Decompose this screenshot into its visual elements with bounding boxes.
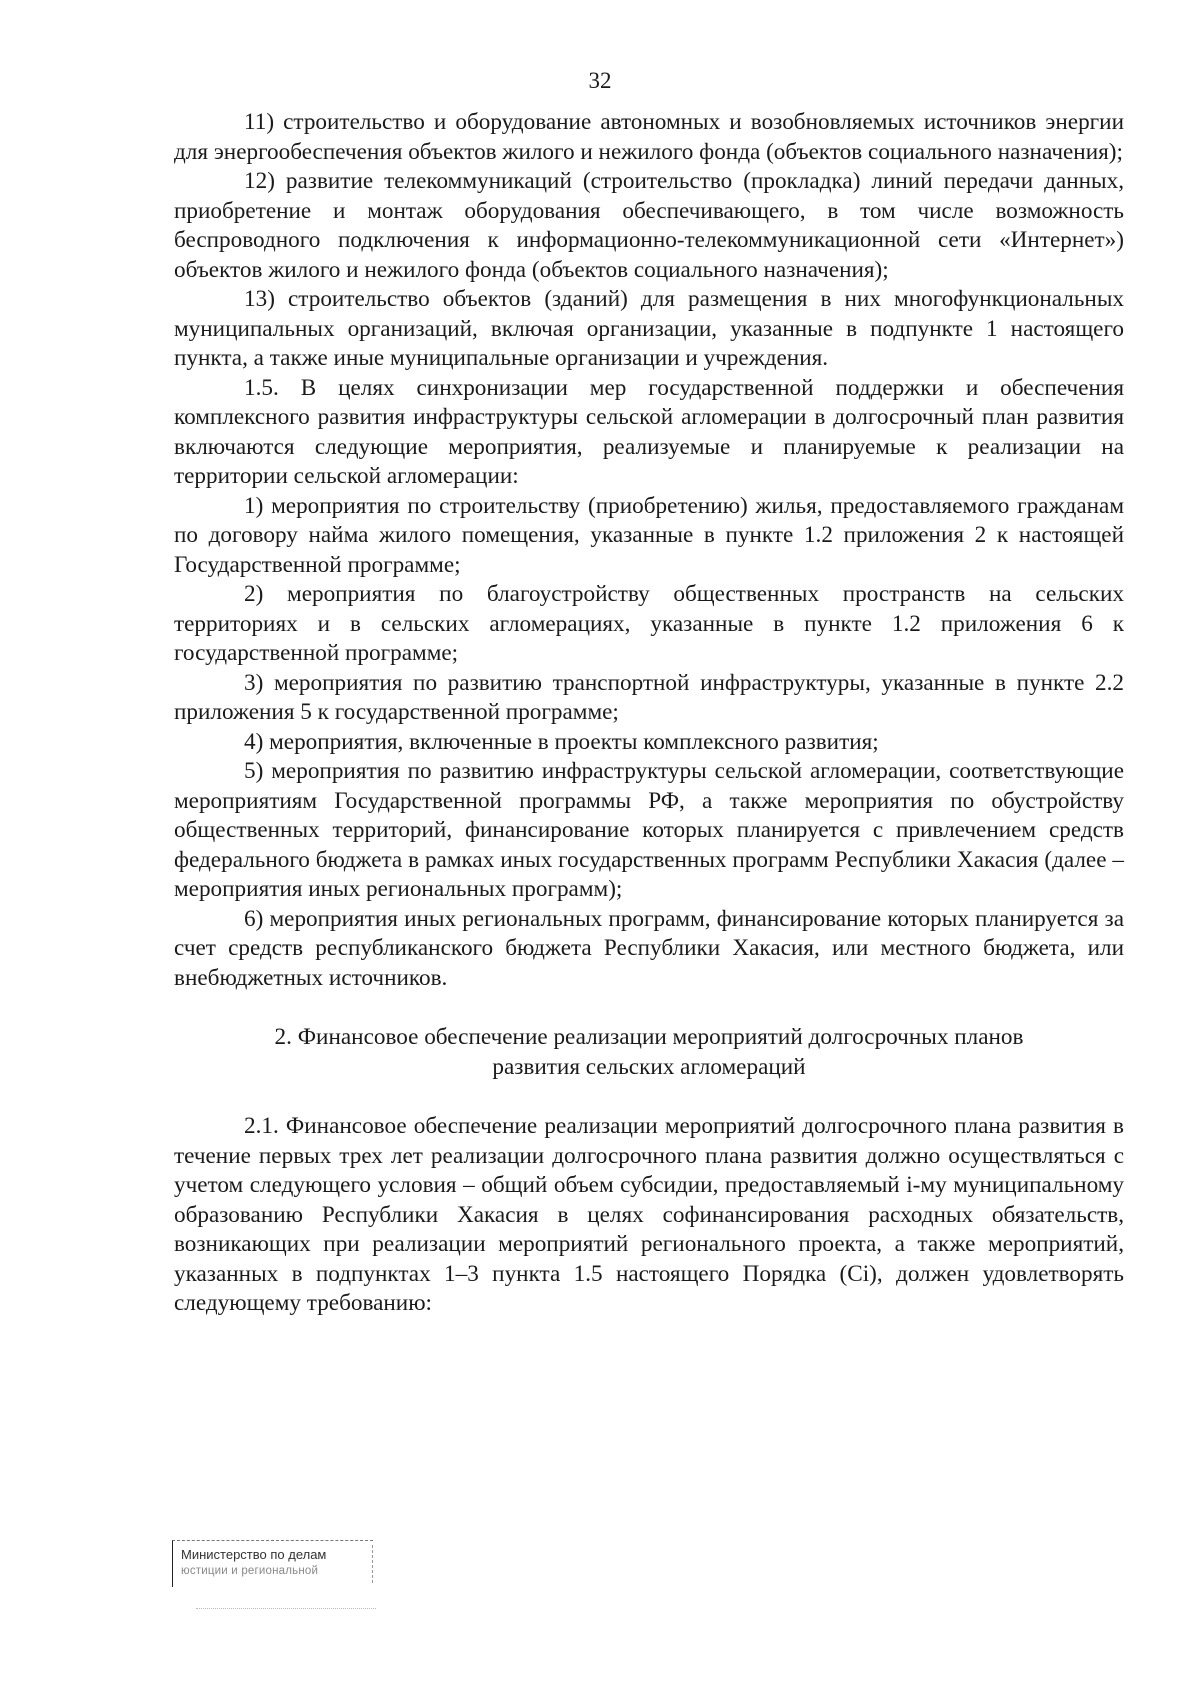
paragraph-clause-2-1: 2.1. Финансовое обеспечение реализации мероприятий долгосрочного плана развития в течение первых трех лет реализации долгосрочного плана развития должно осуществляться с учетом следующего условия – общий объем субсидии, предоставляемый i-му муниципальному образованию Республики Хакасия в целях софинансирования расходных обязательств, возникающих при реализации мероприятий регионального проекта, а также мероприятий, указанных в подпунктах 1–3 пункта 1.5 настоящего Порядка (Ci), должен удовлетворять следующему требованию: (174, 1113, 1124, 1316)
stamp-line-2: юстиции и региональной (181, 1565, 319, 1577)
paragraph-subitem-4: 4) мероприятия, включенные в проекты комплексного развития; (244, 728, 879, 755)
paragraph-item-12: 12) развитие телекоммуникаций (строительство (прокладка) линий передачи данных, приобретение и монтаж оборудования обеспечивающего, в том числе возможность беспроводного подключения к информационно-телекоммуникационной сети «Интернет») объектов жилого и нежилого фонда (объектов социального назначения); (174, 168, 1124, 283)
paragraph-clause-1-5: 1.5. В целях синхронизации мер государственной поддержки и обеспечения комплексного развития инфраструктуры сельской агломерации в долгосрочный план развития включаются следующие мероприятия, реализуемые и планируемые к реализации на территории сельской агломерации: (174, 374, 1124, 489)
paragraph-subitem-2: 2) мероприятия по благоустройству общественных пространств на сельских территориях и в сельских агломерациях, указанные в пункте 1.2 приложения 6 к государственной программе; (174, 581, 1124, 666)
paragraph-item-11: 11) строительство и оборудование автономных и возобновляемых источников энергии для энергообеспечения объектов жилого и нежилого фонда (объектов социального назначения); (174, 109, 1124, 165)
section-heading-line-1: 2. Финансовое обеспечение реализации мероприятий долгосрочных планов (274, 1024, 1024, 1050)
paragraph-subitem-3: 3) мероприятия по развитию транспортной инфраструктуры, указанные в пункте 2.2 приложения 5 к государственной программе; (174, 669, 1124, 725)
page-number: 32 (588, 68, 612, 93)
document-body (174, 108, 1124, 1319)
paragraph-item-13: 13) строительство объектов (зданий) для размещения в них многофункциональных муниципальных организаций, включая организации, указанные в подпункте 1 настоящего пункта, а также иные муниципальные организации и учреждения. (174, 286, 1124, 371)
stamp-bottom-border (196, 1608, 376, 1609)
registration-stamp (172, 1540, 373, 1587)
paragraph-subitem-6: 6) мероприятия иных региональных программ, финансирование которых планируется за счет средств республиканского бюджета Республики Хакасия, или местного бюджета, или внебюджетных источников. (174, 905, 1124, 991)
stamp-border (372, 1545, 373, 1583)
stamp-line-1: Министерство по делам (181, 1547, 327, 1562)
section-heading (174, 1023, 1124, 1082)
paragraph-subitem-5: 5) мероприятия по развитию инфраструктуры сельской агломерации, соответствующие мероприятиям Государственной программы РФ, а также мероприятия по обустройству общественных территорий, финансирование которых планируется с привлечением средств федерального бюджета в рамках иных государственных программ Республики Хакасия (далее – мероприятия иных региональных программ); (174, 758, 1124, 902)
section-heading-line-2: развития сельских агломераций (492, 1053, 806, 1080)
paragraph-subitem-1: 1) мероприятия по строительству (приобретению) жилья, предоставляемого гражданам по договору найма жилого помещения, указанные в пункте 1.2 приложения 2 к настоящей Государственной программе; (174, 492, 1124, 578)
